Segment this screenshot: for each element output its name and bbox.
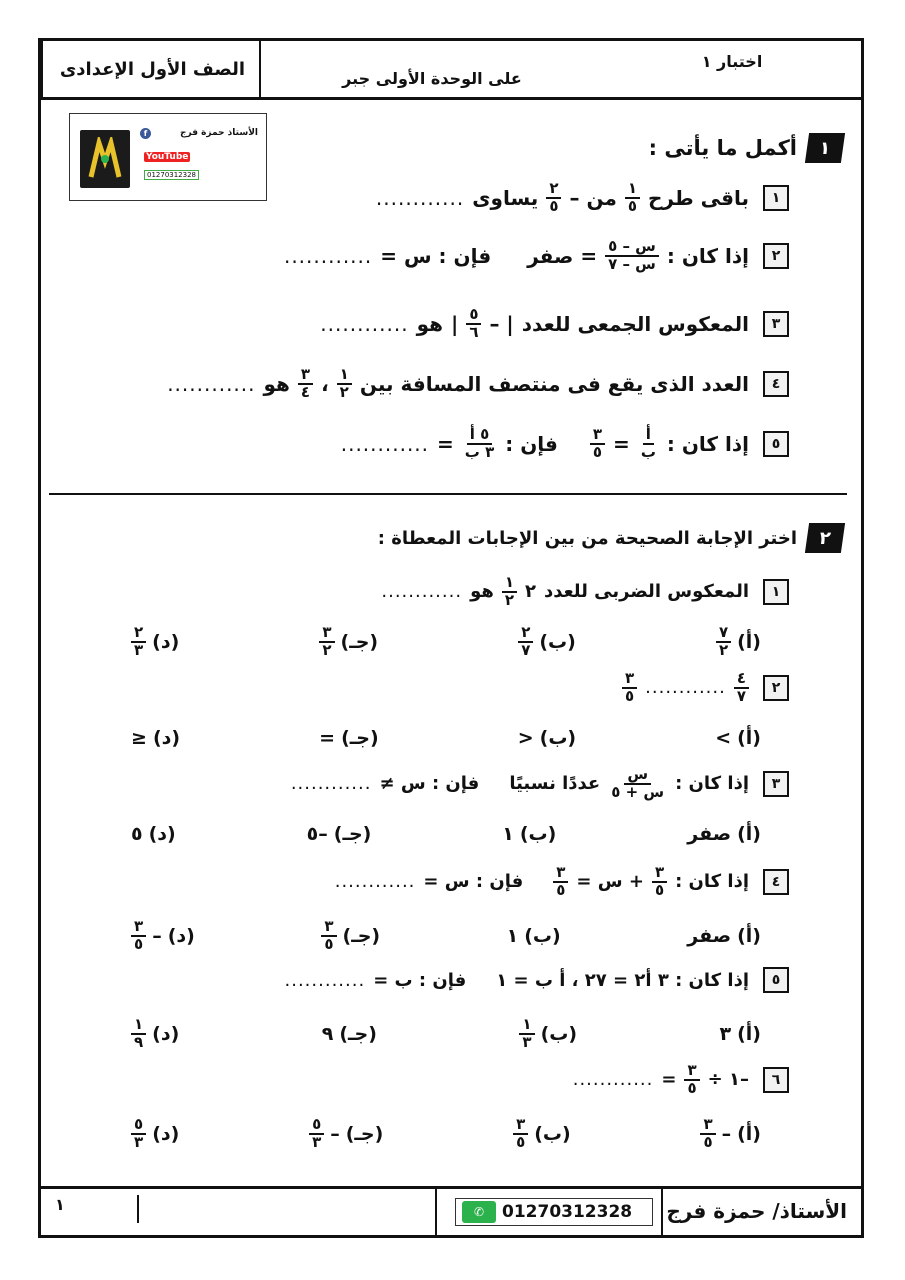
s1-q4: ٤ العدد الذى يقع فى منتصف المسافة بين $\frac{١}{٢}$ ، $\frac{٣}{٤}$ هو ............: [167, 367, 789, 401]
test-title: اختبار ١: [701, 51, 763, 71]
section1-heading: [649, 133, 843, 163]
option-1[interactable]: (أ) صفر: [687, 823, 761, 845]
footer-separator: [137, 1195, 139, 1223]
section1-badge: ١: [805, 133, 845, 163]
logo-mark-icon: [80, 130, 130, 188]
s1-q2: ٢ إذا كان : $\frac{\text{س – ٥}}{\text{س – ٧}}$ = صفر فإن : س = ............: [284, 239, 789, 273]
option-4[interactable]: (د) ≤: [131, 727, 181, 749]
s2-q2-options: [131, 727, 761, 749]
option-4[interactable]: (د) $\frac{١}{٩}$: [131, 1017, 179, 1051]
option-1[interactable]: (أ) – $\frac{٣}{٥}$: [700, 1117, 761, 1151]
header: [41, 41, 861, 100]
option-1[interactable]: (أ) $\frac{٧}{٢}$: [716, 625, 761, 659]
option-3[interactable]: (جـ) $\frac{٣}{٢}$: [319, 625, 378, 659]
whatsapp-icon: ✆: [462, 1201, 496, 1223]
s2-q6-options: [131, 1117, 761, 1151]
option-4[interactable]: (د) – $\frac{٣}{٥}$: [131, 919, 195, 953]
s1-q1: ١ باقى طرح $\frac{١}{٥}$ من – $\frac{٢}{٥}$ يساوى ............: [376, 181, 789, 215]
footer: [41, 1186, 861, 1235]
section2-heading: [378, 523, 843, 553]
logo-phone: 01270312328: [144, 170, 199, 180]
s2-q1: ١ المعكوس الضربى للعدد ٢ $\frac{١}{٢}$ هو ............: [381, 575, 789, 609]
option-4[interactable]: (د) $\frac{٢}{٣}$: [131, 625, 179, 659]
teacher-logo: [69, 113, 267, 201]
section2-badge: ٢: [805, 523, 845, 553]
option-2[interactable]: (ب) ١: [502, 823, 557, 845]
s2-q5-options: [131, 1017, 761, 1051]
section-divider: [49, 493, 847, 495]
footer-phone-box: [435, 1189, 663, 1235]
option-4[interactable]: (د) $\frac{٥}{٣}$: [131, 1117, 179, 1151]
youtube-icon: YouTube: [146, 152, 189, 162]
section1-title: أكمل ما يأتى :: [648, 136, 797, 160]
s1-q5: ٥ إذا كان : $\frac{\text{أ}}{\text{ب}}$ = $\frac{٣}{٥}$ فإن : $\frac{\text{٥ أ}}{\text{٣ ب}}$ = ............: [341, 427, 789, 461]
option-4[interactable]: (د) ٥: [131, 823, 176, 845]
page-number: ١: [55, 1195, 65, 1214]
footer-teacher-name: الأستاذ/ حمزة فرج: [666, 1199, 847, 1223]
subject-title: على الوحدة الأولى جبر: [259, 41, 603, 97]
s2-q2: ٢ $\frac{٤}{٧}$ ............ $\frac{٣}{٥}$: [622, 671, 789, 705]
s2-q5: ٥ إذا كان : ٣ أ٢ = ٢٧ ، أ ب = ١ فإن : ب = ............: [285, 967, 789, 993]
s2-q4-options: [131, 919, 761, 953]
exam-page: [38, 38, 864, 1238]
s2-q6: ٦ –١ ÷ $\frac{٣}{٥}$ = ............: [573, 1063, 789, 1097]
s1-q3: ٣ المعكوس الجمعى للعدد | – $\frac{٥}{٦}$ | هو ............: [320, 307, 789, 341]
option-2[interactable]: (ب) <: [517, 727, 577, 749]
option-1[interactable]: (أ) صفر: [687, 924, 761, 947]
option-1[interactable]: (أ) >: [715, 727, 761, 749]
s2-q4: ٤ إذا كان : $\frac{٣}{٥}$ + س = $\frac{٣}{٥}$ فإن : س = ............: [335, 865, 789, 899]
s2-q3-options: [131, 823, 761, 845]
grade-title: الصف الأول الإعدادى: [41, 41, 259, 97]
option-1[interactable]: (أ) ٣: [719, 1022, 761, 1045]
footer-phone: ✆ 01270312328: [455, 1198, 653, 1226]
option-2[interactable]: (ب) $\frac{١}{٣}$: [519, 1017, 577, 1051]
option-2[interactable]: (ب) $\frac{٣}{٥}$: [513, 1117, 571, 1151]
s2-q1-options: [131, 625, 761, 659]
option-3[interactable]: (جـ) ٩: [321, 1022, 377, 1045]
option-2[interactable]: (ب) $\frac{٢}{٧}$: [518, 625, 576, 659]
option-2[interactable]: (ب) ١: [506, 924, 561, 947]
section2-title: اختر الإجابة الصحيحة من بين الإجابات المعطاة :: [377, 527, 797, 549]
facebook-icon: f: [140, 128, 151, 139]
option-3[interactable]: (جـ) – $\frac{٥}{٣}$: [309, 1117, 383, 1151]
option-3[interactable]: (جـ) –٥: [306, 823, 372, 845]
s2-q3: ٣ إذا كان : $\frac{\text{س}}{\text{س + ٥}}$ عددًا نسبيًا فإن : س ≠ ............: [291, 767, 789, 801]
option-3[interactable]: (جـ) =: [319, 727, 379, 749]
logo-owner: الأستاذ حمزة فرج: [180, 128, 258, 138]
option-3[interactable]: (جـ) $\frac{٣}{٥}$: [321, 919, 380, 953]
